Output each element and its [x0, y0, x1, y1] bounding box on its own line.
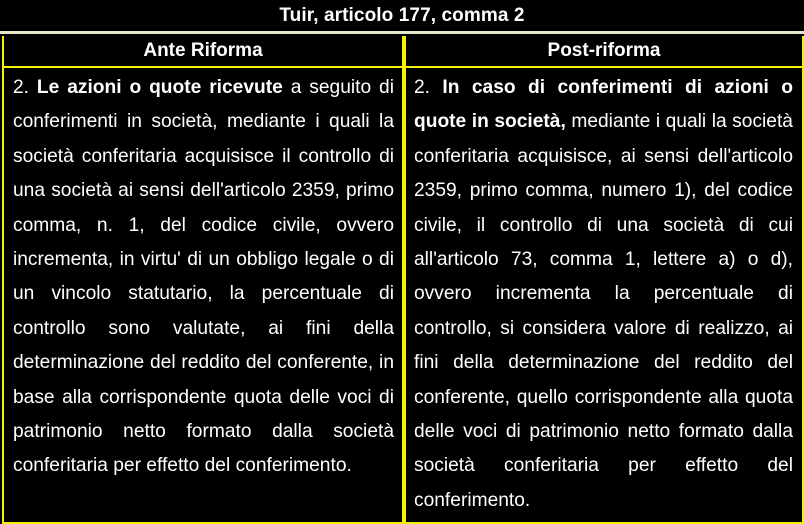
- column-post-riforma: [404, 36, 804, 524]
- column-header-ante-riforma: Ante Riforma: [4, 36, 402, 68]
- table-title: Tuir, articolo 177, comma 2: [0, 0, 804, 34]
- column-header-post-riforma: Post-riforma: [406, 36, 802, 68]
- text-prefix: 2.: [13, 77, 37, 98]
- text-prefix: 2.: [414, 77, 443, 98]
- text-rest: a seguito di conferimenti in società, mediante i quali la società conferitaria acquisisce il controllo di una società ai sensi dell'articolo 2359, primo comma, n. 1, del codice civile, ovvero incrementa, in virtu' di un obbligo legale o di un vincolo statutario, la percentuale di controllo sono valutate, ai fini della determinazione del reddito del conferente, in base alla corrispondente quota delle voci di patrimonio netto formato dalla società conferitaria per effetto del conferimento.: [13, 77, 394, 477]
- column-text-ante-riforma: [4, 68, 402, 484]
- column-ante-riforma: [2, 36, 404, 524]
- column-text-post-riforma: [406, 68, 802, 518]
- text-bold: In caso di conferimenti di azioni o quote in società,: [414, 77, 793, 133]
- text-bold: Le azioni o quote ricevute: [36, 77, 283, 98]
- text-rest: mediante i quali la società conferitaria acquisisce, ai sensi dell'articolo 2359, primo comma, numero 1), del codice civile, il controllo di una società di cui all'articolo 73, comma 1, lettere a) o d), ovvero incrementa la percentuale di controllo, si considera valore di realizzo, ai fini della determinazione del reddito del conferente, quello corrispondente alla quota delle voci di patrimonio netto formato dalla società conferitaria per effetto del conferimento.: [414, 111, 793, 511]
